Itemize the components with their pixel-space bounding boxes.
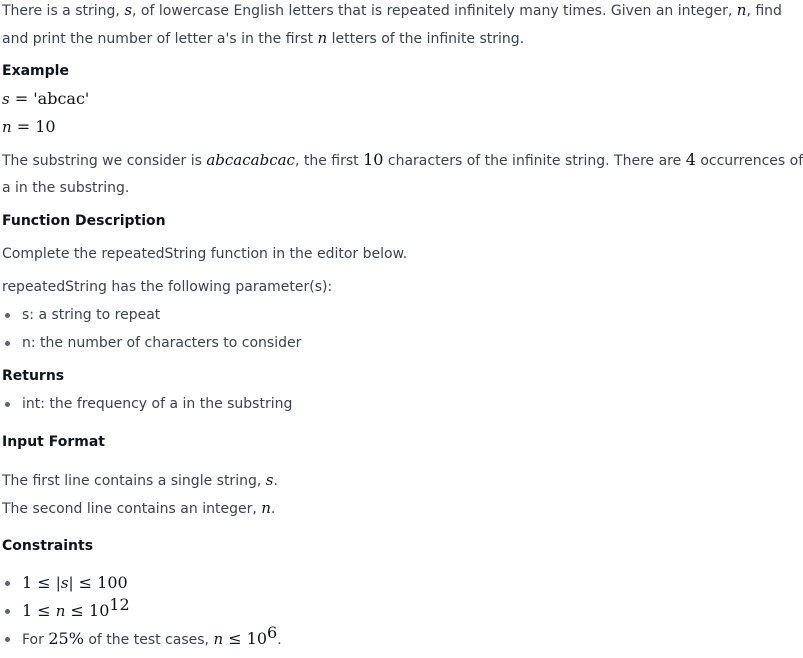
constraint-text: of the test cases, xyxy=(83,632,214,648)
returns-item: int: the frequency of a in the substring xyxy=(22,396,293,412)
bullet-icon xyxy=(5,581,10,586)
math-var-n: n xyxy=(736,1,747,19)
math-abs-s: |s| xyxy=(55,574,74,592)
math-operator: ≤ xyxy=(32,601,56,620)
math-exponent: 12 xyxy=(109,595,130,614)
returns-heading: Returns xyxy=(2,368,65,384)
math-number: 100 xyxy=(97,573,128,592)
math-operator: ≤ xyxy=(223,629,247,648)
math-var-s: s xyxy=(2,90,10,108)
example-desc-line-2: a in the substring. xyxy=(2,180,130,196)
math-var-n: n xyxy=(2,118,12,136)
math-number: 1 xyxy=(22,573,33,592)
math-var-n: n xyxy=(213,630,224,648)
constraints-heading: Constraints xyxy=(2,538,94,554)
example-s-assignment xyxy=(2,89,89,110)
bullet-icon xyxy=(5,313,10,318)
constraint-item-1 xyxy=(22,573,128,594)
example-text: , the first xyxy=(294,153,364,169)
param-item: n: the number of characters to consider xyxy=(22,335,302,351)
math-number: 4 xyxy=(685,150,696,169)
example-desc-line-1 xyxy=(2,150,803,171)
example-text: The substring we consider is xyxy=(2,153,207,169)
intro-line-1 xyxy=(2,0,782,21)
bullet-icon xyxy=(5,609,10,614)
math-number: 10 xyxy=(246,629,268,648)
constraint-text: For xyxy=(22,632,49,648)
intro-text: letters of the infinite string. xyxy=(327,31,525,47)
math-percent: 25% xyxy=(48,629,84,648)
intro-text: , of lowercase English letters that is repeated infinitely many times. Given an integer, xyxy=(132,3,737,19)
bullet-icon xyxy=(5,402,10,407)
example-text: characters of the infinite string. There are xyxy=(383,153,686,169)
math-var-n: n xyxy=(317,29,328,47)
math-string-value: 'abcac' xyxy=(33,89,90,108)
function-description-heading: Function Description xyxy=(2,213,166,229)
math-exponent: 6 xyxy=(267,623,278,642)
math-var-n: n xyxy=(55,602,66,620)
constraint-item-2 xyxy=(22,595,130,622)
math-number: 10 xyxy=(89,601,110,620)
example-n-assignment xyxy=(2,117,56,138)
bullet-icon xyxy=(5,637,10,642)
math-number: 10 xyxy=(363,150,384,169)
intro-text: , find xyxy=(746,3,782,19)
intro-line-2 xyxy=(2,28,524,49)
math-operator: ≤ xyxy=(32,573,56,592)
intro-text: There is a string, xyxy=(2,3,125,19)
example-heading: Example xyxy=(2,63,69,79)
example-text: occurrences of xyxy=(695,153,803,169)
math-var-n: n xyxy=(261,499,271,517)
constraint-item-3 xyxy=(22,623,282,650)
input-format-heading: Input Format xyxy=(2,434,105,450)
input-text: . xyxy=(273,473,278,489)
math-operator: = xyxy=(9,89,34,108)
math-number: 10 xyxy=(35,117,56,136)
param-item: s: a string to repeat xyxy=(22,307,161,323)
input-text: The first line contains a single string, xyxy=(2,473,266,489)
math-operator: = xyxy=(11,117,36,136)
input-text: . xyxy=(270,501,276,517)
constraint-text: . xyxy=(277,632,282,648)
math-var-s: s xyxy=(124,1,133,19)
math-substring: abcacabcac xyxy=(206,151,295,169)
math-operator: ≤ xyxy=(73,573,98,592)
input-format-line-2 xyxy=(2,498,275,519)
math-operator: ≤ xyxy=(65,601,90,620)
math-var-s: s xyxy=(265,471,274,489)
intro-text: and print the number of letter a's in the first xyxy=(2,31,318,47)
function-description-line: Complete the repeatedString function in the editor below. xyxy=(2,246,408,262)
input-format-line-1 xyxy=(2,470,278,491)
parameters-intro: repeatedString has the following parameter(s): xyxy=(2,279,333,295)
bullet-icon xyxy=(5,341,10,346)
math-number: 1 xyxy=(22,601,33,620)
input-text: The second line contains an integer, xyxy=(2,501,262,517)
